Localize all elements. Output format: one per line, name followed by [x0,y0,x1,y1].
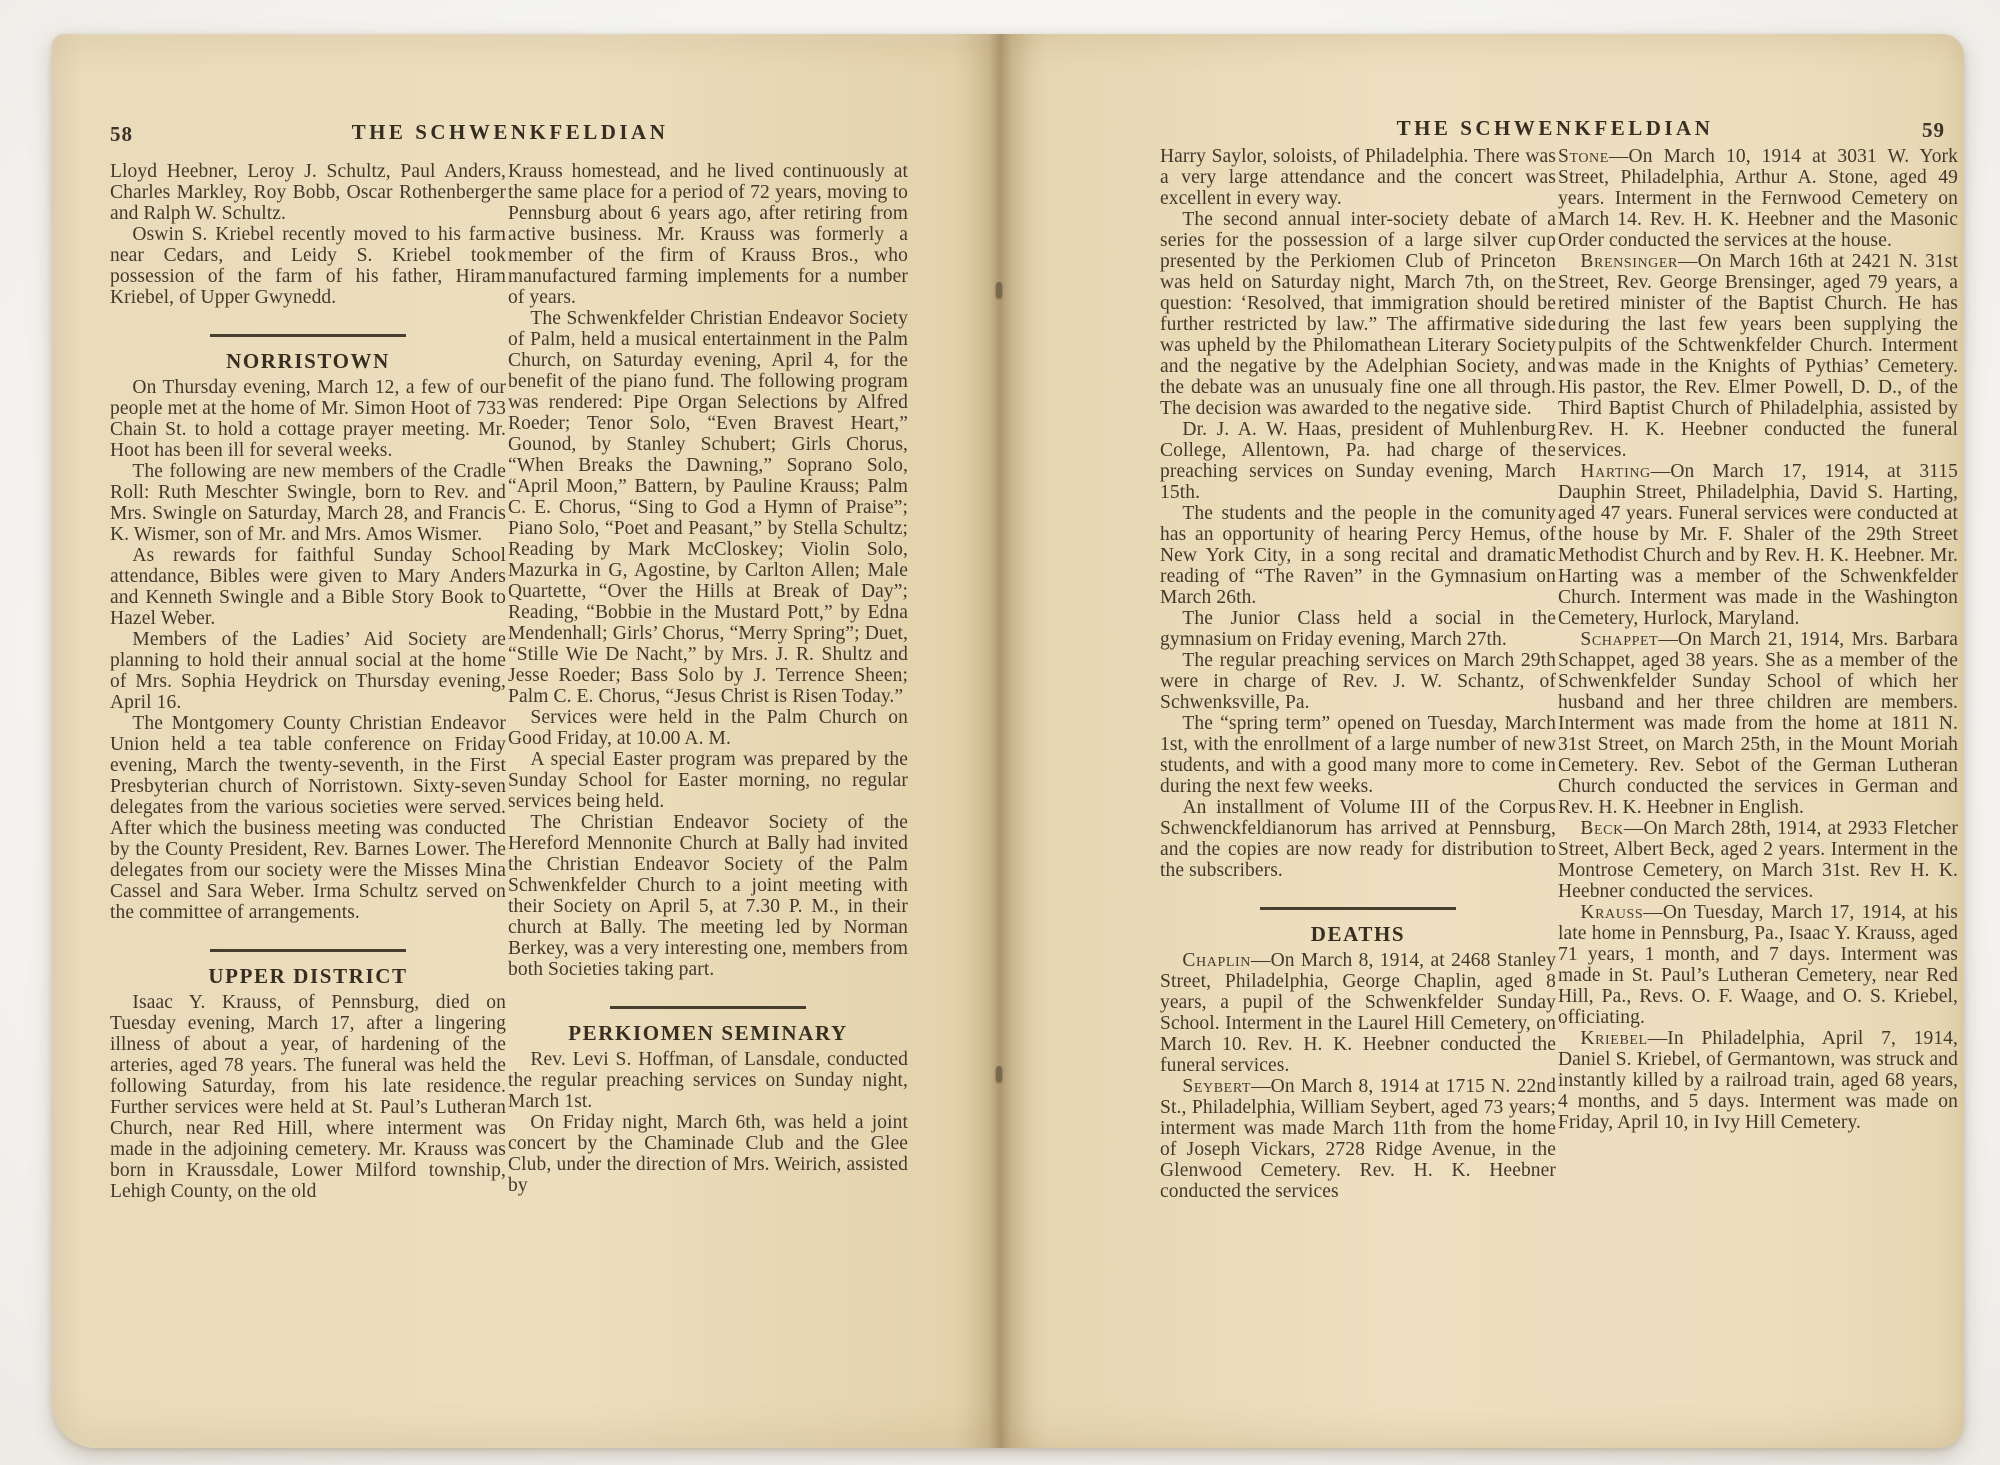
paragraph: The Junior Class held a social in the gymnasium on Friday evening, March 27th. [1160,608,1556,650]
section-rule [110,321,506,342]
obituary-name: Kriebel [1580,1028,1648,1049]
journal-title-left: THE SCHWENKFELDIAN [351,120,669,144]
paragraph: The Schwenkfelder Christian Endeavor Society of Palm, held a musical entertainment in the Palm Church, on Saturday evening, April 4, for the benefit of the piano fund. The following program was rendered: Pipe Organ Selections by Alfred Roeder; Tenor Solo, “Even Bravest Heart,” Gounod, by Stanley Schubert; Girls Chorus, “When Breaks the Dawning,” Soprano Solo, “April Moon,” Battern, by Pauline Krauss; Palm C. E. Chorus, “Sing to God a Hymn of Praise”; Piano Solo, “Poet and Peasant,” by Stella Schultz; Reading by Mark McCloskey; Violin Solo, Mazurka in G, Agostine, by Carlton Allen; Male Quartette, “Over the Hills at Break of Day”; Reading, “Bobbie in the Mustard Pott,” by Edna Mendenhall; Girls’ Chorus, “Merry Spring”; Duet, “Stille Wie De Nacht,” by Mrs. J. R. Shultz and Jesse Roeder; Bass Solo by J. Terrence Sheen; Palm C. E. Chorus, “Jesus Christ is Risen Today.” [508,308,908,707]
staple-top [996,282,1002,298]
obituary-name: Brensinger [1580,251,1678,272]
obituary-paragraph: Seybert—On March 8, 1914 at 1715 N. 22nd St., Philadelphia, William Seybert, aged 73 years; interment was made March 11th from the home of Joseph Vickars, 2728 Ridge Avenue, in the Glenwood Cemetery. Rev. H. K. Heebner conducted the services [1160,1076,1556,1202]
paragraph: As rewards for faithful Sunday School attendance, Bibles were given to Mary Anders and Kenneth Swingle and a Bible Story Book to Hazel Weber. [110,545,506,629]
obituary-paragraph: Krauss—On Tuesday, March 17, 1914, at his late home in Pennsburg, Pa., Isaac Y. Krauss, aged 71 years, 1 month, and 7 days. Interment was made in St. Paul’s Lutheran Cemetery, near Red Hill, Pa., Revs. O. F. Waage, and O. S. Kriebel, officiating. [1558,902,1958,1028]
paragraph: Krauss homestead, and he lived continuously at the same place for a period of 72 years, moving to Pennsburg about 6 years ago, after retiring from active business. Mr. Krauss was formerly a member of the firm of Krauss Bros., who manufactured farming implements for a number of years. [508,161,908,308]
obituary-paragraph: Chaplin—On March 8, 1914, at 2468 Stanley Street, Philadelphia, George Chaplin, aged 8 years, a pupil of the Schwenkfelder Sunday School. Interment in the Laurel Hill Cemetery, on March 10. Rev. H. K. Heebner conducted the funeral services. [1160,950,1556,1076]
paragraph: The following are new members of the Cradle Roll: Ruth Meschter Swingle, born to Rev. and Mrs. Swingle on Saturday, March 28, and Francis K. Wismer, son of Mr. and Mrs. Amos Wismer. [110,461,506,545]
paragraph: Lloyd Heebner, Leroy J. Schultz, Paul Anders, Charles Markley, Roy Bobb, Oscar Rothenberger and Ralph W. Schultz. [110,161,506,224]
section-heading: DEATHS [1310,922,1406,946]
obituary-paragraph: Schappet—On March 21, 1914, Mrs. Barbara Schappet, aged 38 years. She as a member of the Schwenkfelder Sunday School of which her husband and her three children are members. Interment was made from the home at 1811 N. 31st Street, on March 25th, in the Mount Moriah Cemetery. Rev. Sebot of the German Lutheran Church conducted the services in German and Rev. H. K. Heebner in English. [1558,629,1958,818]
column-3 [1160,146,1556,1202]
obituary-paragraph: Stone—On March 10, 1914 at 3031 W. York Street, Philadelphia, Arthur A. Stone, aged 49 years. Interment in the Fernwood Cemetery on March 14. Rev. H. K. Heebner and the Masonic Order conducted the services at the house. [1558,146,1958,251]
paragraph: On Friday night, March 6th, was held a joint concert by the Chaminade Club and the Glee Club, under the direction of Mrs. Weirich, assisted by [508,1112,908,1196]
page-number-right: 59 [1922,118,1945,142]
paragraph: A special Easter program was prepared by the Sunday School for Easter morning, no regular services being held. [508,749,908,812]
paragraph: An installment of Volume III of the Corpus Schwenckfeldianorum has arrived at Pennsburg, and the copies are now ready for distribution to the subscribers. [1160,797,1556,881]
section-rule [508,993,908,1014]
obituary-paragraph: Harting—On March 17, 1914, at 3115 Dauphin Street, Philadelphia, David S. Harting, aged 47 years. Funeral services were conducted at the house by Mr. F. Shaler of the 29th Street Methodist Church and by Rev. H. K. Heebner. Mr. Harting was a member of the Schwenkfelder Church. Interment was made in the Washington Cemetery, Hurlock, Maryland. [1558,461,1958,629]
journal-title-right: THE SCHWENKFELDIAN [1396,116,1714,140]
paragraph: Harry Saylor, soloists, of Philadelphia. There was a very large attendance and the concert was excellent in every way. [1160,146,1556,209]
paragraph: The second annual inter-society debate of a series for the possession of a large silver cup presented by the Perkiomen Club of Princeton was held on Saturday night, March 7th, on the question: ‘Resolved, that immigration should be further restricted by law.” The affirmative side was upheld by the Philomathean Literary Society and the negative by the Adelphian Society, and the debate was an unusualy fine one all through. The decision was awarded to the negative side. [1160,209,1556,419]
column-1 [110,161,506,1202]
column-2 [508,161,908,1196]
section-rule [110,936,506,957]
obituary-paragraph: Kriebel—In Philadelphia, April 7, 1914, Daniel S. Kriebel, of Germantown, was struck and instantly killed by a railroad train, aged 68 years, 4 months, and 5 days. Interment was made on Friday, April 10, in Ivy Hill Cemetery. [1558,1028,1958,1133]
paragraph: The Montgomery County Christian Endeavor Union held a tea table conference on Friday evening, March the twenty-seventh, in the First Presbyterian church of Norristown. Sixty-seven delegates from the various societies were served. After which the business meeting was conducted by the County President, Rev. Barnes Lower. The delegates from our society were the Misses Mina Cassel and Sara Weber. Irma Schultz served on the committee of arrangements. [110,713,506,923]
page-58 [52,34,1000,1448]
section-heading: PERKIOMEN SEMINARY [568,1021,848,1045]
paragraph: The Christian Endeavor Society of the Hereford Mennonite Church at Bally had invited the Christian Endeavor Society of the Palm Schwenkfelder Church to a joint meeting with their Society on April 5, at 7.30 P. M., in their church at Bally. The meeting led by Norman Berkey, was a very interesting one, members from both Societies taking part. [508,812,908,980]
obituary-name: Beck [1580,818,1624,839]
staple-bottom [996,1066,1002,1082]
section-heading: NORRISTOWN [226,349,390,373]
obituary-paragraph: Beck—On March 28th, 1914, at 2933 Fletcher Street, Albert Beck, aged 2 years. Interment in the Montrose Cemetery, on March 31st. Rev H. K. Heebner conducted the services. [1558,818,1958,902]
paragraph: Isaac Y. Krauss, of Pennsburg, died on Tuesday evening, March 17, after a lingering illness of about a year, of hardening of the arteries, aged 78 years. The funeral was held the following Saturday, from his late residence. Further services were held at St. Paul’s Lutheran Church, near Red Hill, where interment was made in the adjoining cemetery. Mr. Krauss was born in Kraussdale, Lower Milford township, Lehigh County, on the old [110,992,506,1202]
obituary-name: Harting [1580,461,1651,482]
paragraph: The “spring term” opened on Tuesday, March 1st, with the enrollment of a large number of new students, and with a good many more to come in during the next few weeks. [1160,713,1556,797]
paragraph: Members of the Ladies’ Aid Society are planning to hold their annual social at the home of Mrs. Sophia Heydrick on Thursday evening, April 16. [110,629,506,713]
section-rule [1160,894,1556,915]
magazine-spread [52,34,1964,1448]
obituary-name: Krauss [1580,902,1644,923]
section-heading: UPPER DISTRICT [208,964,408,988]
paragraph: Services were held in the Palm Church on Good Friday, at 10.00 A. M. [508,707,908,749]
obituary-name: Stone [1558,146,1609,167]
obituary-name: Schappet [1580,629,1659,650]
paragraph: Oswin S. Kriebel recently moved to his farm near Cedars, and Leidy S. Kriebel took possession of the farm of his father, Hiram Kriebel, of Upper Gwynedd. [110,224,506,308]
page-59 [1000,34,1964,1448]
page-number-left: 58 [110,122,133,146]
paragraph: On Thursday evening, March 12, a few of our people met at the home of Mr. Simon Hoot of 733 Chain St. to hold a cottage prayer meeting. Mr. Hoot has been ill for several weeks. [110,377,506,461]
obituary-paragraph: Brensinger—On March 16th at 2421 N. 31st Street, Rev. George Brensinger, aged 79 years, a retired minister of the Baptist Church. He has during the last few years been supplying the pulpits of the Schtwenkfelder Church. Interment was made in the Knights of Pythias’ Cemetery. His pastor, the Rev. Elmer Powell, D. D., of the Third Baptist Church of Philadelphia, assisted by Rev. H. K. Heebner conducted the funeral services. [1558,251,1958,461]
paragraph: The regular preaching services on March 29th were in charge of Rev. J. W. Schantz, of Schwenksville, Pa. [1160,650,1556,713]
paragraph: The students and the people in the comunity has an opportunity of hearing Percy Hemus, of New York City, in a song recital and dramatic reading of “The Raven” in the Gymnasium on March 26th. [1160,503,1556,608]
paragraph: Dr. J. A. W. Haas, president of Muhlenburg College, Allentown, Pa. had charge of the preaching services on Sunday evening, March 15th. [1160,419,1556,503]
obituary-name: Seybert [1182,1076,1252,1097]
column-4 [1558,146,1958,1133]
paragraph: Rev. Levi S. Hoffman, of Lansdale, conducted the regular preaching services on Sunday night, March 1st. [508,1049,908,1112]
obituary-name: Chaplin [1182,950,1251,971]
